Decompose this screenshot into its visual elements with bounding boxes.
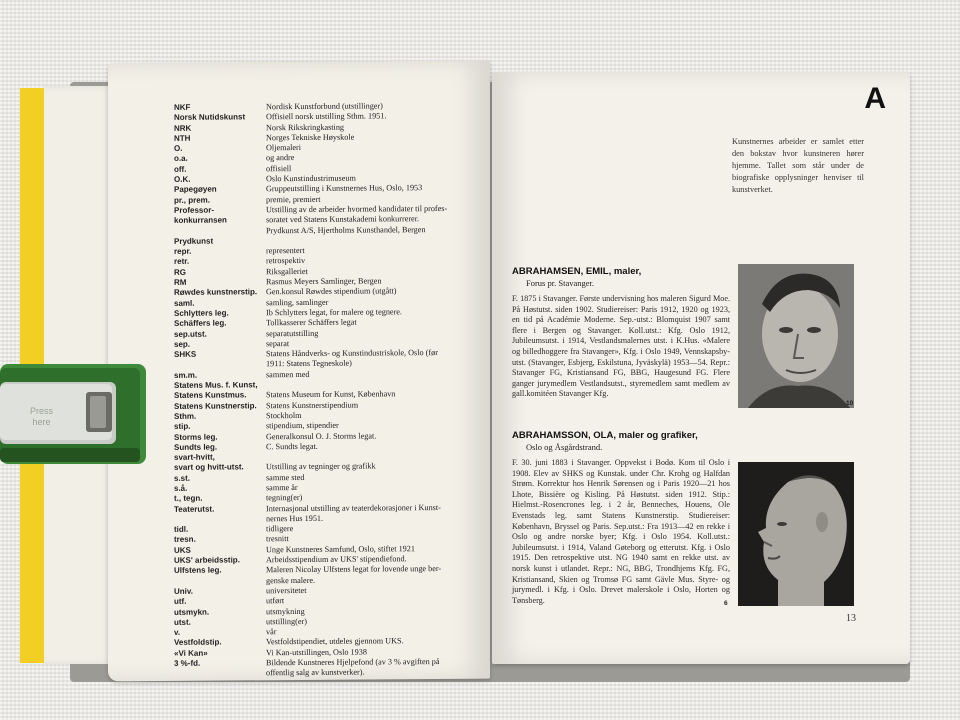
abbreviation-key: UKS (174, 545, 191, 555)
abbreviation-value: retrospektiv (266, 256, 306, 266)
abbreviation-value: premie, premiert (266, 194, 321, 204)
abbreviation-key: Prydkunst (174, 236, 214, 246)
entry-body: F. 1875 i Stavanger. Første undervisning hos maleren Sigurd Moe. På Høstutst. siden 1902. Studiereiser: Paris 1912, 1920 og 1923, en tid på Académie Moderne. Sep.-utst.: Blomquist 1907 samt flere i Bergen og Stavanger. Koll.utst.: Kfg. Oslo 1912, Jubileumsutst. i 1914, Vestlandsmalernes utst. i K.Hus. «Malere og billedhoggere fra Stavanger», Kfg. i Oslo 1949, Vennskapsby-utst. (Stavanger, Esbjerg, Eskilstuna, Jyväskylä) 1953—54. Repr.: Stavanger FG, Kristiansand FG, BBG, Haugesund FG. Flere ganger jurymedlem Vestlandsutst., styremedlem samt medlem av gall.komitéen Stavanger Kfg. (512, 294, 730, 399)
abbreviation-key: v. (174, 627, 181, 638)
abbreviation-value: offisiell (266, 163, 292, 174)
abbreviation-value: Internasjonal utstilling av teaterdekorasjoner i Kunst- (266, 502, 441, 513)
abbreviation-key: Professor- (174, 205, 215, 215)
abbreviation-key: svart-hvitt, (174, 452, 215, 462)
right-page (492, 72, 910, 664)
abbreviation-value: Gruppeutstilling i Kunstnernes Hus, Oslo, 1953 (266, 183, 423, 194)
entry-body: F. 30. juni 1883 i Stavanger. Oppvekst i Bodø. Kom til Oslo i 1908. Elev av SHKS og Kunstak. under Chr. Krohg og Halfdan Strøm. Korrektur hos Henrik Sørensen og i Paris 1920—21 hos Lhote, Bissière og Kisling. På Høstutst. siden 1912. Stip.: Hielmst.-Rosencrones leg. i 2 år, Benneches, Houens, Ole Evenstads leg. samt Statens Kunstnerstip. Studiereiser: København, Bryssel og Paris. Sep.utst.: Fra 1913—42 en rekke i Oslo og andre norske byer; Kfg. i Oslo 1954. Koll.utst.: Jubileumsutst. i 1914, Valand Gøteborg og etterutst. Kfg. i Oslo 1915. Den retrospektive utst. NG 1940 samt en rekke utst. av norsk kunst i utlandet. Repr.: NG, BBG, Trondhjems Kfg. FG, Kristiansand, Skien og Tromsø FG samt Gävle Mus. Styre- og jurymedl. i Kfg. i Oslo. Drevet malerskole i Oslo, Horten og Tønsberg. (512, 458, 730, 605)
abbreviation-value: Statens Kunstnerstipendium (266, 400, 359, 410)
abbreviation-key: utsmykn. (174, 607, 210, 617)
abbreviation-value: Utstilling av tegninger og grafikk (266, 461, 376, 472)
abbreviation-key: SHKS (174, 349, 197, 359)
abbreviation-value: Bildende Kunstneres Hjelpefond (av 3 % avgiften på (266, 657, 440, 668)
abbreviation-value: tresnitt (266, 534, 289, 544)
abbreviation-value: genske malere. (266, 575, 316, 585)
abbreviation-key: utf. (174, 597, 187, 607)
abbreviation-value: offentlig salg av kunstverker). (266, 667, 365, 678)
abbreviation-value: samme år (266, 482, 298, 493)
abbreviation-value: utsmykning (266, 606, 305, 616)
abbreviation-value: utført (266, 596, 285, 606)
abbreviation-key: s.st. (174, 473, 191, 483)
abbreviation-value: Stockholm (266, 410, 302, 421)
abbreviation-value: separat (266, 338, 290, 349)
abbreviation-value: Utstilling av de arbeider hvormed kandidater til profes- (266, 203, 448, 215)
abbreviation-key: pr., prem. (174, 195, 211, 205)
stapler-label: Press here (30, 406, 54, 427)
entry-subtitle: Forus pr. Stavanger. (526, 278, 594, 288)
abbreviation-value: Offisiell norsk utstilling Sthm. 1951. (266, 111, 387, 122)
abbreviation-value: Maleren Nicolay Ulfstens legat for lovende unge ber- (266, 564, 442, 575)
abbreviation-value: Nordisk Kunstforbund (utstillinger) (266, 101, 383, 112)
abbreviation-value: Vestfoldstipendiet, utdeles gjennom UKS. (266, 636, 404, 647)
abbreviation-key: Sundts leg. (174, 442, 218, 452)
abbreviation-value: soratet ved Statens Kunstakademi konkurrerer. (266, 214, 420, 225)
abbreviation-key (174, 669, 266, 680)
abbreviation-key (174, 514, 266, 525)
abbreviation-value: universitetet (266, 585, 307, 596)
entry-subtitle: Oslo og Åsgårdstrand. (526, 442, 603, 452)
abbreviation-value: C. Sundts legat. (266, 441, 318, 452)
abbreviation-key: stip. (174, 421, 191, 432)
abbreviation-value: Riksgalleriet (266, 266, 308, 276)
abbreviation-key (174, 226, 266, 237)
abbreviation-key: retr. (174, 257, 190, 267)
portrait-photo (738, 264, 854, 408)
artwork-number: 6 (724, 600, 728, 607)
abbreviation-key: RG (174, 267, 186, 277)
abbreviation-key: sep. (174, 339, 191, 349)
abbreviation-value: tidligere (266, 524, 294, 534)
abbreviation-key: tidl. (174, 524, 189, 535)
abbreviation-key: repr. (174, 246, 192, 257)
abbreviation-value: nernes Hus 1951. (266, 513, 324, 524)
abbreviation-value: Ib Schlytters legat, for malere og tegnere. (266, 307, 402, 318)
abbreviation-key: UKS' arbeidsstip. (174, 555, 240, 565)
abbreviation-key: sm.m. (174, 370, 198, 380)
page-number: 13 (846, 613, 856, 624)
abbreviation-key: Vestfoldstip. (174, 637, 222, 648)
abbreviation-value: Rasmus Meyers Samlinger, Bergen (266, 276, 382, 287)
abbreviation-key: «Vi Kan» (174, 648, 208, 658)
abbreviation-value: samme sted (266, 472, 305, 482)
abbreviation-key: Univ. (174, 586, 193, 596)
intro-text: Kunstnernes arbeider er samlet etter den bokstav hvor kunstneren hører hjemme. Tallet som står under de biografiske opplysninger henviser til kunstverket. (732, 137, 864, 194)
abbreviation-key: svart og hvitt-utst. (174, 462, 244, 473)
abbreviation-key: utst. (174, 617, 191, 627)
abbreviation-value: Generalkonsul O. J. Storms legat. (266, 430, 377, 441)
artwork-number: 10 (846, 400, 854, 407)
abbreviation-key: RM (174, 277, 187, 287)
abbreviation-key: saml. (174, 298, 195, 308)
abbreviation-value: Oljemaleri (266, 143, 302, 153)
abbreviation-key: O.K. (174, 174, 191, 184)
left-page (108, 61, 490, 682)
abbreviation-key: Teaterutst. (174, 504, 215, 514)
abbreviation-value: Norsk Rikskringkasting (266, 122, 345, 132)
abbreviation-value: Unge Kunstneres Samfund, Oslo, stiftet 1921 (266, 543, 415, 554)
abbreviation-list (174, 101, 482, 680)
abbreviation-key: Sthm. (174, 411, 197, 421)
abbreviation-value: Oslo Kunstindustrimuseum (266, 173, 356, 184)
abbreviation-key: konkurransen (174, 215, 227, 226)
abbreviation-value: og andre (266, 153, 295, 163)
abbreviation-key: s.å. (174, 483, 188, 493)
abbreviation-value: utstilling(er) (266, 616, 307, 627)
abbreviation-value: Arbeidsstipendium av UKS' stipendiefond. (266, 554, 407, 565)
abbreviation-key: Ulfstens leg. (174, 565, 222, 576)
abbreviation-value: sammen med (266, 369, 310, 379)
portrait-photo (738, 462, 854, 606)
abbreviation-key: NKF (174, 102, 191, 112)
abbreviation-key: O. (174, 144, 183, 154)
abbreviation-value: vår (266, 627, 277, 637)
abbreviation-value: samling, samlinger (266, 297, 329, 307)
abbreviation-value: tegning(er) (266, 493, 303, 503)
abbreviation-key (174, 576, 266, 587)
abbreviation-key: o.a. (174, 154, 188, 164)
abbreviation-key: Røwdes kunstnerstip. (174, 287, 258, 298)
abbreviation-value: Statens Håndverks- og Kunstindustriskole, Oslo (før (266, 348, 438, 359)
abbreviation-key: off. (174, 164, 187, 174)
abbreviation-value: separatutstilling (266, 328, 319, 338)
abbreviation-key: t., tegn. (174, 493, 203, 504)
abbreviation-value: Vi Kan-utstillingen, Oslo 1938 (266, 647, 367, 657)
abbreviation-key: sep.utst. (174, 329, 207, 339)
abbreviation-key: Statens Mus. f. Kunst, (174, 380, 258, 390)
abbreviation-value: Statens Museum for Kunst, København (266, 389, 396, 400)
abbreviation-key: NRK (174, 123, 192, 133)
abbreviation-value: Gen.konsul Røwdes stipendium (utgått) (266, 286, 397, 297)
entry-title: ABRAHAMSSON, OLA, maler og grafiker, (512, 430, 698, 441)
abbreviation-key: 3 %-fd. (174, 658, 201, 668)
abbreviation-key: Norsk Nutidskunst (174, 112, 246, 123)
abbreviation-value: representert (266, 246, 305, 256)
stapler[interactable] (0, 362, 148, 472)
section-letter: A (864, 82, 886, 115)
abbreviation-value: Prydkunst A/S, Hjertholms Kunsthandel, Bergen (266, 224, 426, 235)
abbreviation-row (174, 667, 482, 679)
abbreviation-value: Tollkasserer Schäffers legat (266, 317, 357, 328)
abbreviation-value: 1911: Statens Tegneskole) (266, 359, 352, 369)
abbreviation-key: Schlytters leg. (174, 308, 229, 318)
abbreviation-key (174, 360, 266, 371)
abbreviation-key: Statens Kunstmus. (174, 390, 247, 401)
abbreviation-key: Papegøyen (174, 184, 217, 195)
abbreviation-value: stipendium, stipendier (266, 420, 339, 431)
abbreviation-value: Norges Tekniske Høyskole (266, 132, 355, 143)
abbreviation-key: Storms leg. (174, 432, 218, 442)
entry-title: ABRAHAMSEN, EMIL, maler, (512, 266, 642, 277)
abbreviation-key: Schäffers leg. (174, 318, 227, 329)
abbreviation-key: Statens Kunstnerstip. (174, 400, 257, 411)
abbreviation-key: tresn. (174, 535, 196, 545)
abbreviation-key: NTH (174, 133, 191, 143)
